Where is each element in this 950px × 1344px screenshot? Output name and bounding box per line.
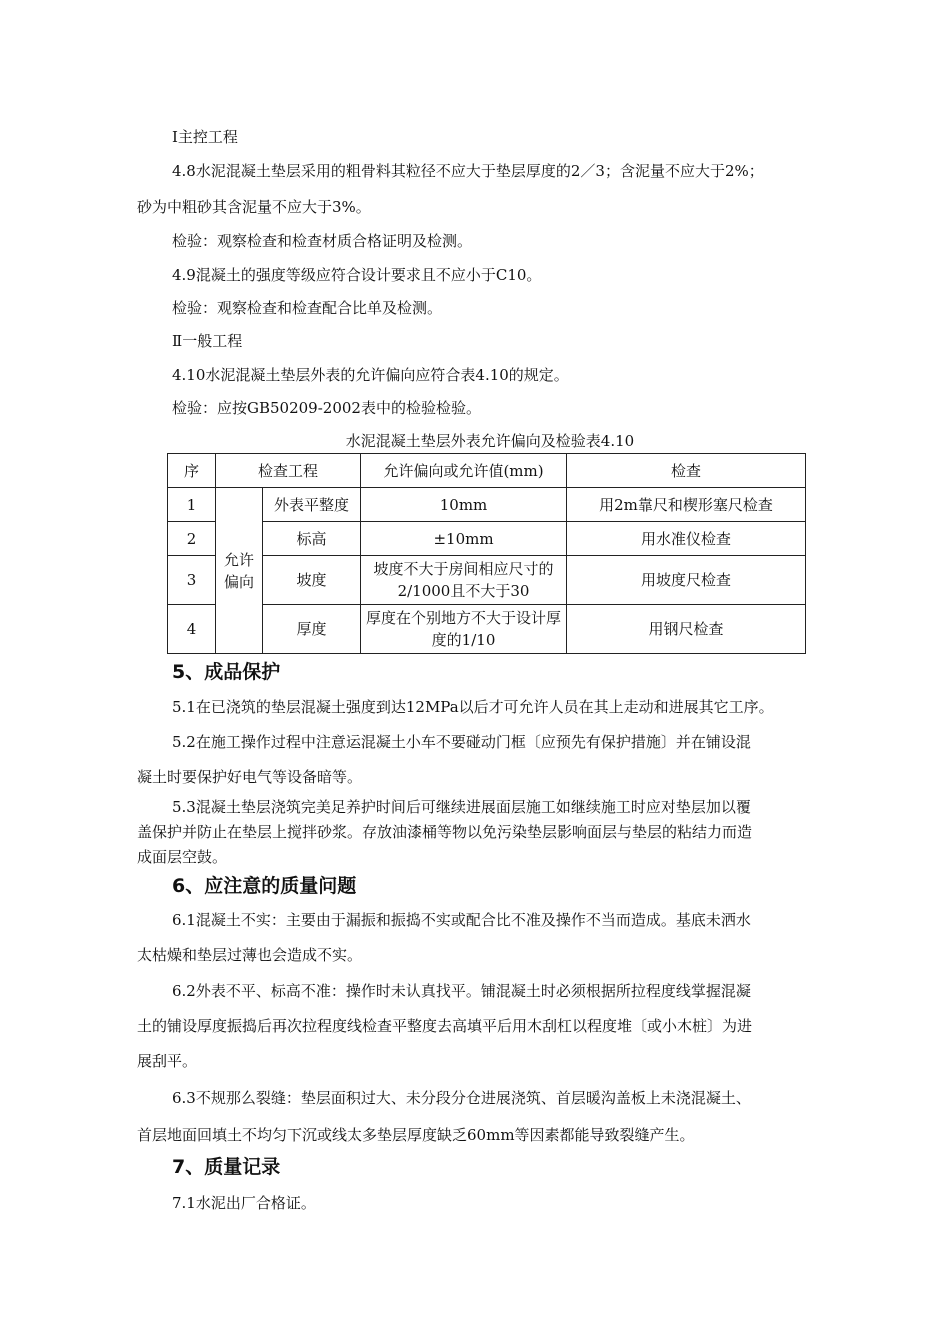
- row-no: 3: [168, 556, 216, 605]
- row-method: 用水准仪检查: [567, 522, 806, 556]
- row-method: 用坡度尺检查: [567, 556, 806, 605]
- header-no: 序: [168, 454, 216, 488]
- row-no: 1: [168, 488, 216, 522]
- section-6-title: 6、应注意的质量问题: [172, 875, 357, 897]
- item-6-1-line1: 6.1混凝土不实：主要由于漏振和振捣不实或配合比不准及操作不当而造成。基底未洒水: [172, 911, 751, 929]
- item-6-2-line3: 展刮平。: [137, 1052, 198, 1070]
- item-6-3-line1: 6.3不规那么裂缝：垫层面积过大、未分段分仓进展浇筑、首层暖沟盖板上未浇混凝土、: [172, 1089, 751, 1107]
- table-row: [168, 556, 806, 605]
- group-label: 允许偏向: [216, 488, 263, 654]
- row-item: 外表平整度: [263, 488, 361, 522]
- header-method: 检查: [567, 454, 806, 488]
- row-no: 4: [168, 605, 216, 654]
- item-5-3-line2: 盖保护并防止在垫层上搅拌砂浆。存放油漆桶等物以免污染垫层影响面层与垫层的粘结力而造: [137, 823, 753, 841]
- table-row: [168, 488, 806, 522]
- table-row: [168, 522, 806, 556]
- item-6-2-line1: 6.2外表不平、标高不准：操作时未认真找平。铺混凝土时必须根据所拉程度线掌握混凝: [172, 982, 751, 1000]
- general-title: Ⅱ一般工程: [172, 332, 243, 350]
- item-5-3-line1: 5.3混凝土垫层浇筑完美足养护时间后可继续进展面层施工如继续施工时应对垫层加以覆: [172, 798, 751, 816]
- item-5-2-line1: 5.2在施工操作过程中注意运混凝土小车不要碰动门框〔应预先有保护措施〕并在铺设混: [172, 733, 751, 751]
- tolerance-table: [167, 453, 806, 654]
- item-6-3-line2: 首层地面回填土不均匀下沉或线太多垫层厚度缺乏60mm等因素都能导致裂缝产生。: [137, 1126, 695, 1144]
- row-value: 10mm: [361, 488, 567, 522]
- main-control-title: Ⅰ主控工程: [172, 128, 238, 146]
- row-value: 厚度在个别地方不大于设计厚度的1/10: [361, 605, 567, 654]
- row-value: ±10mm: [361, 522, 567, 556]
- row-no: 2: [168, 522, 216, 556]
- header-value: 允许偏向或允许值(mm): [361, 454, 567, 488]
- item-7-1: 7.1水泥出厂合格证。: [172, 1194, 316, 1212]
- header-item: 检查工程: [216, 454, 361, 488]
- check-4-10: 检验：应按GB50209-2002表中的检验检验。: [172, 399, 481, 417]
- row-method: 用2m靠尺和楔形塞尺检查: [567, 488, 806, 522]
- row-method: 用钢尺检查: [567, 605, 806, 654]
- item-4-10: 4.10水泥混凝土垫层外表的允许偏向应符合表4.10的规定。: [172, 366, 569, 384]
- row-item: 厚度: [263, 605, 361, 654]
- check-4-8: 检验：观察检查和检查材质合格证明及检测。: [172, 232, 473, 250]
- table-caption: 水泥混凝土垫层外表允许偏向及检验表4.10: [345, 432, 635, 450]
- row-item: 坡度: [263, 556, 361, 605]
- section-5-title: 5、成品保护: [172, 661, 281, 683]
- row-item: 标高: [263, 522, 361, 556]
- item-5-2-line2: 凝土时要保护好电气等设备暗等。: [137, 768, 363, 786]
- item-5-3-line3: 成面层空鼓。: [137, 848, 228, 866]
- row-value: 坡度不大于房间相应尺寸的2/1000且不大于30: [361, 556, 567, 605]
- table-row: [168, 605, 806, 654]
- section-7-title: 7、质量记录: [172, 1156, 281, 1178]
- check-4-9: 检验：观察检查和检查配合比单及检测。: [172, 299, 443, 317]
- table-header-row: [168, 454, 806, 488]
- item-6-2-line2: 土的铺设厚度振捣后再次拉程度线检查平整度去高填平后用木刮杠以程度堆〔或小木桩〕为进: [137, 1017, 753, 1035]
- item-4-8-line1: 4.8水泥混凝土垫层采用的粗骨料其粒径不应大于垫层厚度的2／3；含泥量不应大于2%；: [172, 162, 764, 180]
- item-5-1: 5.1在已浇筑的垫层混凝土强度到达12MPa以后才可允许人员在其上走动和进展其它工序。: [172, 698, 774, 716]
- item-4-8-line2: 砂为中粗砂其含泥量不应大于3%。: [137, 198, 371, 216]
- item-4-9: 4.9混凝土的强度等级应符合设计要求且不应小于C10。: [172, 266, 542, 284]
- item-6-1-line2: 太枯燥和垫层过薄也会造成不实。: [137, 946, 363, 964]
